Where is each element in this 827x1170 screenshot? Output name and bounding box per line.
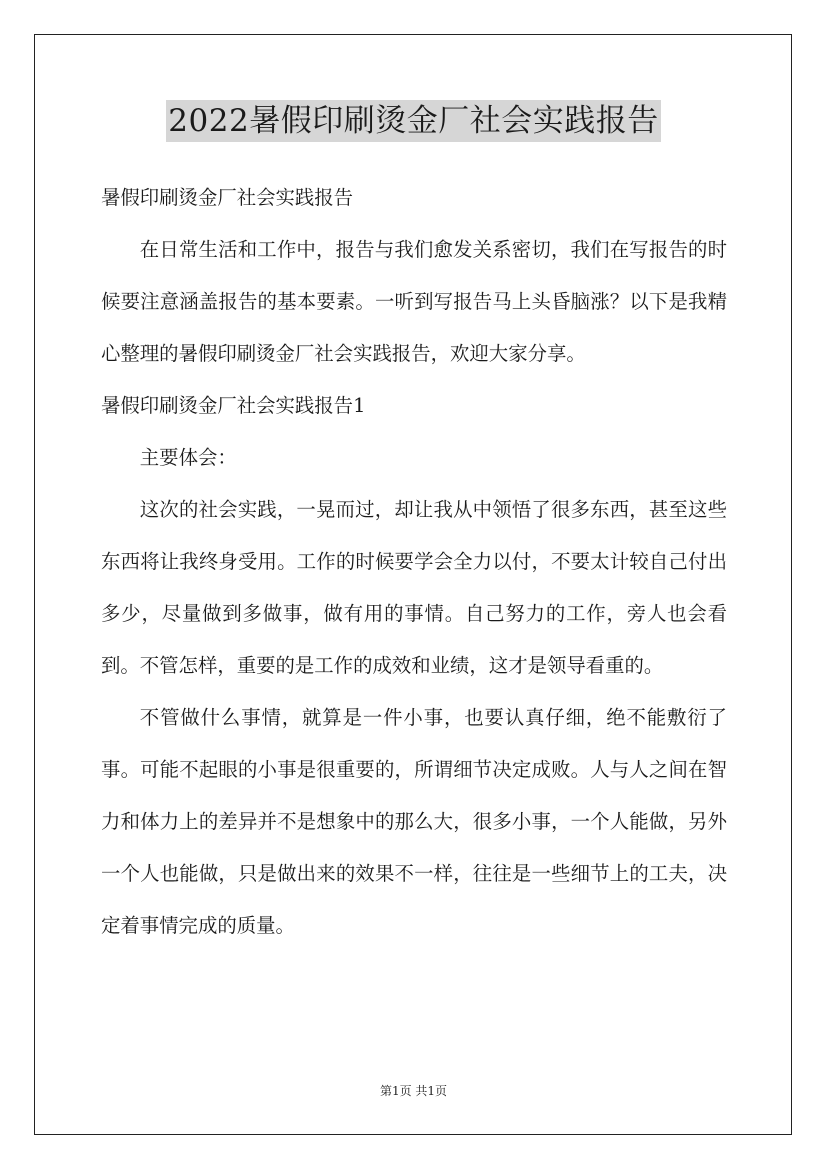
document-body [101,172,727,952]
paragraph-section-heading: 暑假印刷烫金厂社会实践报告1 [101,394,366,417]
paragraph-main-experience: 主要体会： [139,446,237,469]
paragraph-subtitle: 暑假印刷烫金厂社会实践报告 [101,186,354,209]
paragraph-body-2: 不管做什么事情，就算是一件小事，也要认真仔细，绝不能敷衍了事。可能不起眼的小事是很重要的，所谓细节决定成败。人与人之间在智力和体力上的差异并不是想象中的那么大，很多小事，一个人能做，另外一个人也能做，只是做出来的效果不一样，往往是一些细节上的工夫，决定着事情完成的质量。 [101,706,727,937]
title-container [0,100,827,142]
document-title: 2022暑假印刷烫金厂社会实践报告 [166,100,660,142]
paragraph-body-1: 这次的社会实践，一晃而过，却让我从中领悟了很多东西，甚至这些东西将让我终身受用。工作的时候要学会全力以付，不要太计较自己付出多少，尽量做到多做事，做有用的事情。自己努力的工作，旁人也会看到。不管怎样，重要的是工作的成效和业绩，这才是领导看重的。 [101,498,727,677]
paragraph-intro: 在日常生活和工作中，报告与我们愈发关系密切，我们在写报告的时候要注意涵盖报告的基本要素。一听到写报告马上头昏脑涨？以下是我精心整理的暑假印刷烫金厂社会实践报告，欢迎大家分享。 [101,238,727,365]
page-footer: 第1页 共1页 [379,1084,448,1098]
